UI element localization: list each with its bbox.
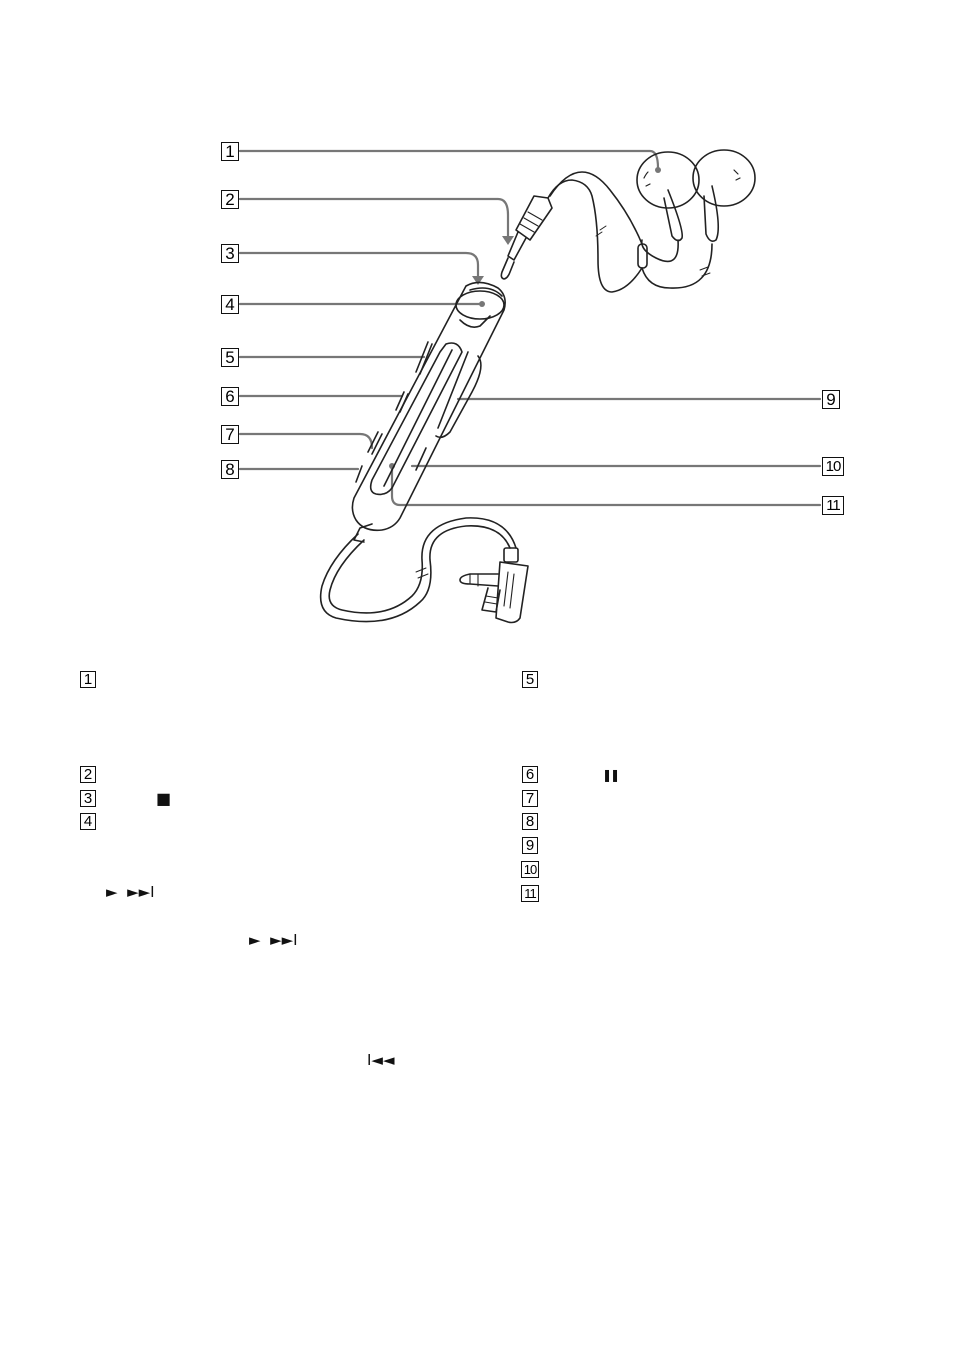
legend-num-6: 6 xyxy=(522,766,538,783)
stop-icon: ■ xyxy=(156,789,172,808)
callout-6: 6 xyxy=(221,387,239,406)
callout-2: 2 xyxy=(221,190,239,209)
legend-num-11: 11 xyxy=(521,885,539,902)
legend-num-9: 9 xyxy=(522,837,538,854)
callout-1: 1 xyxy=(221,142,239,161)
legend-num-1: 1 xyxy=(80,671,96,688)
legend-num-2: 2 xyxy=(80,766,96,783)
prev-icon: I◄◄ xyxy=(367,1051,395,1069)
play-next-icon-2: ► ►►I xyxy=(249,931,298,949)
legend-num-8: 8 xyxy=(522,813,538,830)
callout-4: 4 xyxy=(221,295,239,314)
play-next-icon-1: ► ►►I xyxy=(106,883,155,901)
callout-8: 8 xyxy=(221,460,239,479)
callout-9: 9 xyxy=(822,390,840,409)
legend-num-5: 5 xyxy=(522,671,538,688)
legend-num-10: 10 xyxy=(521,861,539,878)
legend-num-7: 7 xyxy=(522,790,538,807)
legend-num-4: 4 xyxy=(80,813,96,830)
callout-11: 11 xyxy=(822,496,844,515)
pause-icon: ❚❚ xyxy=(602,768,619,782)
callout-3: 3 xyxy=(221,244,239,263)
callout-5: 5 xyxy=(221,348,239,367)
legend-num-3: 3 xyxy=(80,790,96,807)
callout-7: 7 xyxy=(221,425,239,444)
callout-10: 10 xyxy=(822,457,844,476)
